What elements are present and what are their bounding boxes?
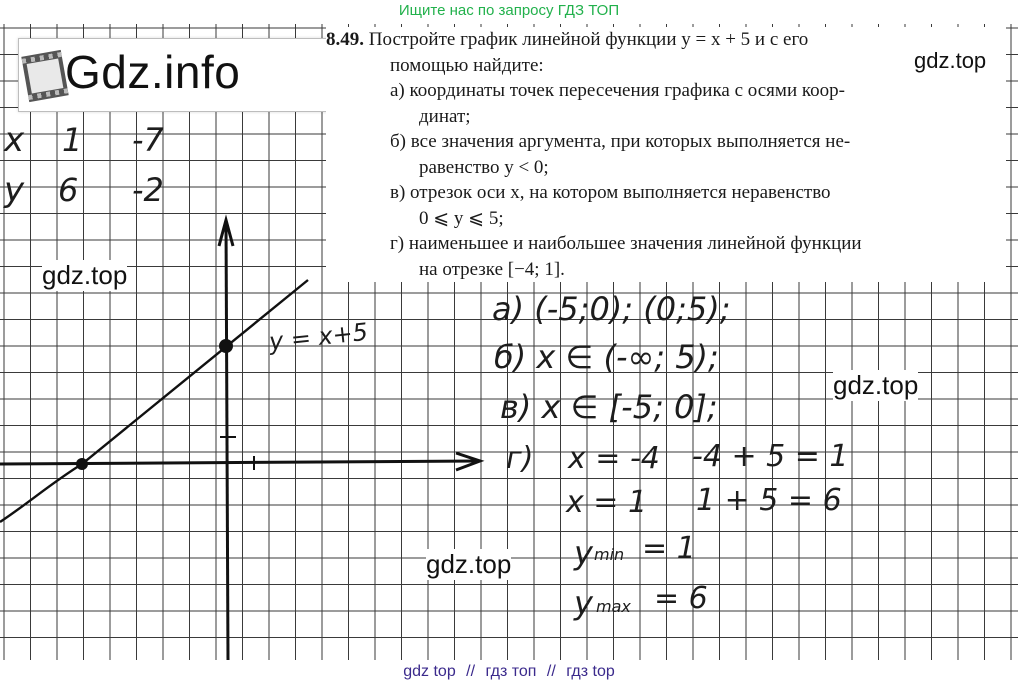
answer-ymin-sub: min (594, 545, 625, 564)
table-x1: 1 (62, 121, 83, 159)
point-x-intercept (76, 458, 88, 470)
task-a-line-1: а) координаты точек пересечения графика с осями коор- (390, 80, 845, 101)
answer-g-calc1: -4 + 5 = 1 (692, 439, 849, 474)
watermark: gdz.top (914, 48, 987, 73)
film-icon (21, 50, 68, 102)
bottom-link[interactable]: гдз top (566, 663, 615, 680)
y-axis (226, 222, 228, 660)
task-v-line-2: 0 ⩽ y ⩽ 5; (419, 207, 504, 229)
bottom-separator: // (466, 663, 476, 680)
task-intro-line-1: Постройте график линейной функции y = x + 5 и с его (368, 29, 809, 50)
answer-g-x2: x = 1 (566, 485, 648, 520)
bottom-links (0, 660, 1018, 687)
point-y-intercept (219, 339, 233, 353)
task-a-line-2: динат; (419, 105, 471, 127)
answer-a: а) (-5;0); (0;5); (492, 290, 731, 328)
task-intro-line-2: помощью найдите: (390, 54, 544, 76)
task-g-line-1: г) наименьшее и наибольшее значения линейной функции (390, 233, 862, 254)
answer-g-x1: x = -4 (568, 441, 660, 476)
bottom-link[interactable]: gdz top (403, 663, 456, 680)
worksheet (0, 24, 1018, 660)
function-line (0, 280, 308, 522)
task-g-line-2: на отрезке [−4; 1]. (419, 258, 565, 280)
watermark: gdz.top (426, 549, 512, 579)
answer-ymin-val: = 1 (642, 531, 696, 566)
bottom-separator: // (546, 663, 556, 680)
task-number: 8.49. (326, 29, 364, 50)
table-y2: -2 (132, 171, 164, 209)
search-banner: Ищите нас по запросу ГДЗ ТОП (398, 2, 620, 19)
answer-g-label: г) (506, 441, 534, 476)
table-y1: 6 (58, 171, 79, 209)
bottom-link[interactable]: гдз топ (485, 663, 537, 680)
task-statement (326, 27, 1006, 282)
table-y-label: y (4, 170, 25, 210)
watermark: gdz.top (833, 370, 919, 400)
task-b-line-1: б) все значения аргумента, при которых выполняется не- (390, 131, 851, 152)
answer-b: б) x ∈ (-∞; 5); (494, 338, 719, 376)
task-b-line-2: равенство y < 0; (419, 156, 549, 178)
answer-ymax-val: = 6 (654, 581, 708, 616)
watermark: gdz.top (42, 260, 128, 290)
x-axis (0, 461, 478, 464)
answer-g-calc2: 1 + 5 = 6 (696, 483, 842, 518)
task-v-line-1: в) отрезок оси x, на котором выполняется неравенство (390, 182, 831, 203)
site-logo[interactable] (18, 38, 332, 112)
logo-text: Gdz.info (65, 46, 241, 98)
answer-ymin-y: y (574, 534, 593, 572)
function-label: y = x+5 (267, 317, 370, 356)
answer-ymax-y: y (574, 584, 593, 622)
answer-v: в) x ∈ [-5; 0]; (500, 388, 718, 426)
table-x-label: x (4, 120, 25, 160)
table-x2: -7 (132, 121, 164, 159)
answer-ymax-sub: max (596, 597, 631, 616)
